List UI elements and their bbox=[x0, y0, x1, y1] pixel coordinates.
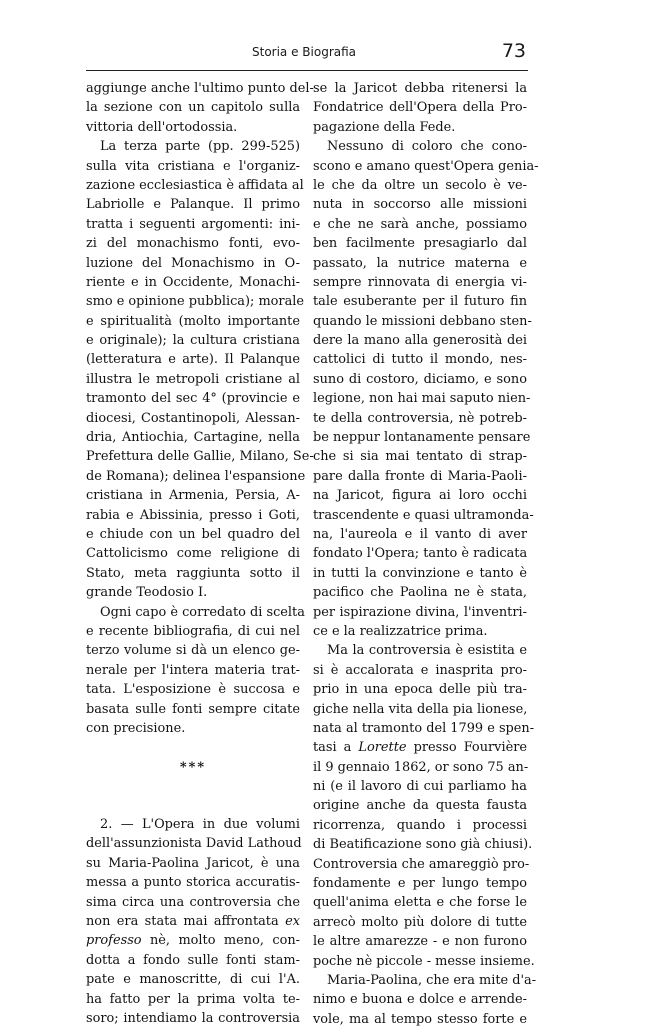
text-line: dell'assunzionista David Lathoud bbox=[86, 836, 302, 852]
running-title: Storia e Biografia bbox=[252, 45, 357, 59]
text-line: Nessuno di coloro che cono- bbox=[327, 139, 527, 155]
text-line: e chiude con un bel quadro del bbox=[86, 526, 300, 542]
text-line: 2. — L'Opera in due volumi bbox=[100, 817, 300, 833]
text-fragment: presso Fourvière bbox=[406, 740, 527, 756]
text-line: ni (e il lavoro di cui parliamo ha bbox=[313, 779, 527, 795]
text-line: Prefettura delle Gallie, Milano, Se- bbox=[86, 449, 314, 465]
text-line: scono e amano quest'Opera genia- bbox=[313, 158, 539, 174]
text-line: se la Jaricot debba ritenersi la bbox=[313, 81, 527, 96]
text-line: le altre amarezze - e non furono bbox=[313, 934, 527, 950]
paragraph bbox=[86, 603, 305, 739]
text-line: e recente bibliografia, di cui nel bbox=[86, 623, 300, 639]
text-line: ha fatto per la prima volta te- bbox=[86, 991, 300, 1007]
text-line: de Romana); delinea l'espansione bbox=[86, 468, 306, 484]
text-line: riente e in Occidente, Monachi- bbox=[86, 274, 300, 290]
text-line: nata al tramonto del 1799 e spen- bbox=[313, 720, 535, 736]
text-line: (letteratura e arte). Il Palanque bbox=[86, 352, 300, 368]
text-line bbox=[313, 738, 527, 757]
text-line: pacifico che Paolina ne è stata, bbox=[313, 585, 527, 601]
text-line: il 9 gennaio 1862, or sono 75 an- bbox=[313, 759, 529, 775]
text-line: be neppur lontanamente pensare bbox=[313, 430, 531, 446]
text-line bbox=[86, 912, 300, 931]
text-line: Labriolle e Palanque. Il primo bbox=[86, 197, 300, 213]
text-line: zi del monachismo fonti, evo- bbox=[86, 236, 300, 252]
text-line: pagazione della Fede. bbox=[313, 119, 456, 135]
text-line: sima circa una controversia che bbox=[86, 894, 300, 910]
text-line: passato, la nutrice materna e bbox=[313, 255, 527, 271]
text-line: dere la mano alla generosità dei bbox=[313, 333, 527, 349]
text-line: ben facilmente presagiarlo dal bbox=[313, 236, 527, 252]
text-line: giche nella vita della pia lionese, bbox=[313, 701, 528, 717]
text-line: grande Teodosio I. bbox=[86, 585, 208, 601]
text-line: quell'anima eletta e che forse le bbox=[313, 895, 527, 911]
text-line: vittoria dell'ortodossia. bbox=[86, 119, 238, 135]
text-line: e che ne sarà anche, possiamo bbox=[313, 216, 527, 232]
text-line: fondamente e per lungo tempo bbox=[313, 876, 527, 892]
text-line: arrecò molto più dolore di tutte bbox=[313, 914, 527, 930]
right-column bbox=[313, 79, 539, 1029]
left-column bbox=[86, 79, 314, 1028]
paragraph bbox=[313, 641, 535, 971]
text-line: dria, Antiochia, Cartagine, nella bbox=[86, 430, 300, 446]
paragraph bbox=[86, 137, 314, 602]
text-line: in tutti la convinzione e tanto è bbox=[313, 565, 527, 581]
text-line: suno di costoro, diciamo, e sono bbox=[313, 371, 527, 387]
text-line: nimo e buona e dolce e arrende- bbox=[313, 992, 527, 1008]
text-line: soro; intendiamo la controversia bbox=[86, 1010, 300, 1026]
text-line: Ogni capo è corredato di scelta bbox=[100, 604, 305, 620]
text-line: tale esuberante per il futuro fin bbox=[313, 294, 527, 310]
text-line: luzione del Monachismo in O- bbox=[86, 255, 300, 271]
italic-term: professo bbox=[86, 933, 142, 949]
text-line: che si sia mai tentato di strap- bbox=[313, 449, 527, 465]
text-line: legione, non hai mai saputo nien- bbox=[313, 391, 531, 407]
text-line: basata sulle fonti sempre citate bbox=[86, 701, 300, 717]
text-line: smo e opinione pubblica); morale bbox=[86, 294, 305, 310]
text-line: Controversia che amareggiò pro- bbox=[313, 856, 530, 872]
text-line: la sezione con un capitolo sulla bbox=[86, 100, 300, 116]
text-line: le che da oltre un secolo è ve- bbox=[313, 177, 527, 193]
text-line: e spiritualità (molto importante bbox=[86, 313, 300, 329]
text-line: Stato, meta raggiunta sotto il bbox=[86, 565, 300, 581]
text-line: di Beatificazione sono già chiusi). bbox=[313, 837, 533, 853]
text-line: Cattolicismo come religione di bbox=[86, 546, 300, 562]
text-line: ricorrenza, quando i processi bbox=[313, 817, 527, 833]
text-line: tramonto del sec 4° (provincie e bbox=[86, 391, 300, 407]
text-fragment: tasi a bbox=[313, 740, 359, 756]
text-line: origine anche da questa fausta bbox=[313, 798, 527, 814]
text-line: zazione ecclesiastica è affidata al bbox=[86, 177, 304, 193]
text-line: Maria-Paolina, che era mite d'a- bbox=[327, 972, 537, 988]
text-line: trascendente e quasi ultramonda- bbox=[313, 507, 534, 523]
text-line: per ispirazione divina, l'inventri- bbox=[313, 604, 527, 620]
text-line: cristiana in Armenia, Persia, A- bbox=[86, 488, 300, 504]
text-line: Ma la controversia è esistita e bbox=[327, 643, 527, 659]
paragraph bbox=[313, 137, 539, 641]
text-line: su Maria-Paolina Jaricot, è una bbox=[86, 855, 300, 871]
italic-term: ex bbox=[285, 914, 300, 930]
page-number: 73 bbox=[501, 40, 526, 62]
text-line: te della controversia, nè potreb- bbox=[313, 410, 527, 426]
text-fragment: nè, molto meno, con- bbox=[141, 933, 300, 949]
text-line: terzo volume si dà un elenco ge- bbox=[86, 643, 300, 659]
text-line: rabia e Abissinia, presso i Goti, bbox=[86, 507, 300, 523]
text-line: diocesi, Costantinopoli, Alessan- bbox=[86, 410, 300, 426]
text-line: quando le missioni debbano sten- bbox=[313, 313, 532, 329]
text-line: dotta a fondo sulle fonti stam- bbox=[86, 952, 300, 968]
text-line: pate e manoscritte, di cui l'A. bbox=[86, 972, 300, 988]
text-line: con precisione. bbox=[86, 720, 186, 736]
text-line: na, l'aureola e il vanto di aver bbox=[313, 526, 527, 542]
text-line: prio in una epoca delle più tra- bbox=[313, 682, 527, 698]
text-line: e originale); la cultura cristiana bbox=[86, 333, 300, 349]
italic-place-name: Lorette bbox=[358, 740, 407, 756]
text-line: vole, ma al tempo stesso forte e bbox=[313, 1011, 527, 1027]
text-line: messa a punto storica accuratis- bbox=[86, 875, 300, 891]
text-line: tratta i seguenti argomenti: ini- bbox=[86, 216, 300, 232]
paragraph bbox=[86, 815, 300, 1028]
text-line: sulla vita cristiana e l'organiz- bbox=[86, 158, 300, 174]
text-line: ce e la realizzatrice prima. bbox=[313, 623, 488, 639]
paragraph bbox=[86, 79, 314, 137]
running-head bbox=[86, 40, 528, 68]
text-line: sempre rinnovata di energia vi- bbox=[313, 274, 527, 290]
header-rule bbox=[86, 70, 528, 71]
text-line: nuta in soccorso alle missioni bbox=[313, 197, 527, 213]
text-line: poche nè piccole - messe insieme. bbox=[313, 953, 535, 969]
text-line: aggiunge anche l'ultimo punto del- bbox=[86, 81, 314, 96]
text-line: La terza parte (pp. 299-525) bbox=[100, 139, 300, 155]
text-line: Fondatrice dell'Opera della Pro- bbox=[313, 100, 527, 116]
text-line: nerale per l'intera materia trat- bbox=[86, 662, 300, 678]
text-line: cattolici di tutto il mondo, nes- bbox=[313, 352, 527, 368]
section-separator: *** bbox=[179, 759, 207, 775]
text-line: fondato l'Opera; tanto è radicata bbox=[313, 546, 528, 562]
text-line bbox=[86, 931, 300, 950]
paragraph bbox=[313, 79, 527, 137]
text-line: si è accalorata e inasprita pro- bbox=[313, 662, 527, 678]
text-line: tata. L'esposizione è succosa e bbox=[86, 682, 300, 698]
text-line: pare dalla fronte di Maria-Paoli- bbox=[313, 468, 527, 484]
text-fragment: non era stata mai affrontata bbox=[86, 914, 286, 930]
text-line: na Jaricot, figura ai loro occhi bbox=[313, 488, 527, 504]
text-line: illustra le metropoli cristiane al bbox=[86, 371, 300, 387]
paragraph bbox=[313, 971, 537, 1029]
